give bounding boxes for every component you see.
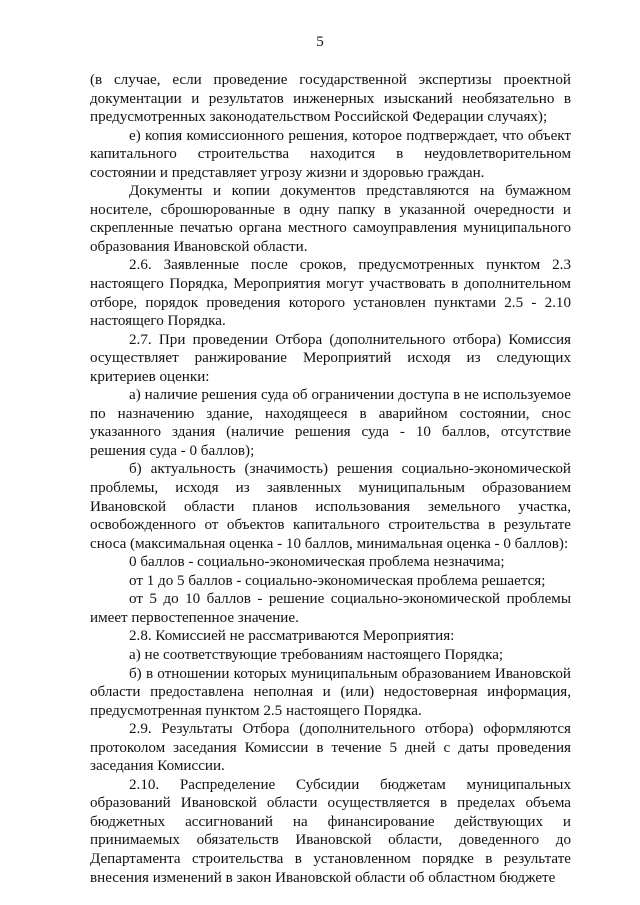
paragraph-item-e: е) копия комиссионного решения, которое подтверждает, что объект капитального строительства находится в неудовлетворительном состоянии и представляет угрозу жизни и здоровью граждан. <box>90 127 571 181</box>
paragraph-documents-submission: Документы и копии документов представляются на бумажном носителе, сброшюрованные в одну папку в указанной очередности и скрепленные печатью органа местного самоуправления муниципального образования Ивановской области. <box>90 183 571 255</box>
paragraph-score-5-10: от 5 до 10 баллов - решение социально-экономической проблемы имеет первостепенное значение. <box>90 591 571 626</box>
page-number: 5 <box>316 34 324 50</box>
document-body <box>90 71 571 887</box>
paragraph-2-8: 2.8. Комиссией не рассматриваются Мероприятия: <box>129 628 455 645</box>
paragraph-score-1-5: от 1 до 5 баллов - социально-экономическая проблема решается; <box>129 572 546 589</box>
paragraph-2-9: 2.9. Результаты Отбора (дополнительного отбора) оформляются протоколом заседания Комиссии в течение 5 дней с даты проведения заседания Комиссии. <box>90 721 571 775</box>
paragraph-2-8-b: б) в отношении которых муниципальным образованием Ивановской области предоставлена неполная и (или) недостоверная информация, предусмотренная пунктом 2.5 настоящего Порядка. <box>90 665 571 719</box>
paragraph-criterion-b: б) актуальность (значимость) решения социально-экономической проблемы, исходя из заявленных муниципальным образованием Ивановской области планов использования земельного участка, освобожденного от объектов капитального строительства в результате сноса (максимальная оценка - 10 баллов, минимальная оценка - 0 баллов): <box>90 461 571 552</box>
paragraph-expertise-continuation: (в случае, если проведение государственной экспертизы проектной документации и результатов инженерных изысканий необязательно в предусмотренных законодательством Российской Федерации случаях); <box>90 72 571 126</box>
paragraph-2-7: 2.7. При проведении Отбора (дополнительного отбора) Комиссия осуществляет ранжирование Мероприятий исходя из следующих критериев оценки: <box>90 331 571 385</box>
paragraph-score-0: 0 баллов - социально-экономическая проблема незначима; <box>129 554 505 571</box>
paragraph-2-10: 2.10. Распределение Субсидии бюджетам муниципальных образований Ивановской области осуществляется в пределах объема бюджетных ассигнований на финансирование действующих и принимаемых обязательств Ивановской области, доведенного до Департамента строительства в установленном порядке в результате внесения изменений в закон Ивановской области об областном бюджете <box>90 776 571 886</box>
paragraph-criterion-a: а) наличие решения суда об ограничении доступа в не используемое по назначению здание, находящееся в аварийном состоянии, снос указанного здания (наличие решения суда - 10 баллов, отсутствие решения суда - 0 баллов); <box>90 387 571 459</box>
paragraph-2-6: 2.6. Заявленные после сроков, предусмотренных пунктом 2.3 настоящего Порядка, Мероприятия могут участвовать в дополнительном отборе, порядок проведения которого установлен пунктами 2.5 - 2.10 настоящего Порядка. <box>90 257 571 330</box>
paragraph-2-8-a: а) не соответствующие требованиям настоящего Порядка; <box>129 646 504 663</box>
